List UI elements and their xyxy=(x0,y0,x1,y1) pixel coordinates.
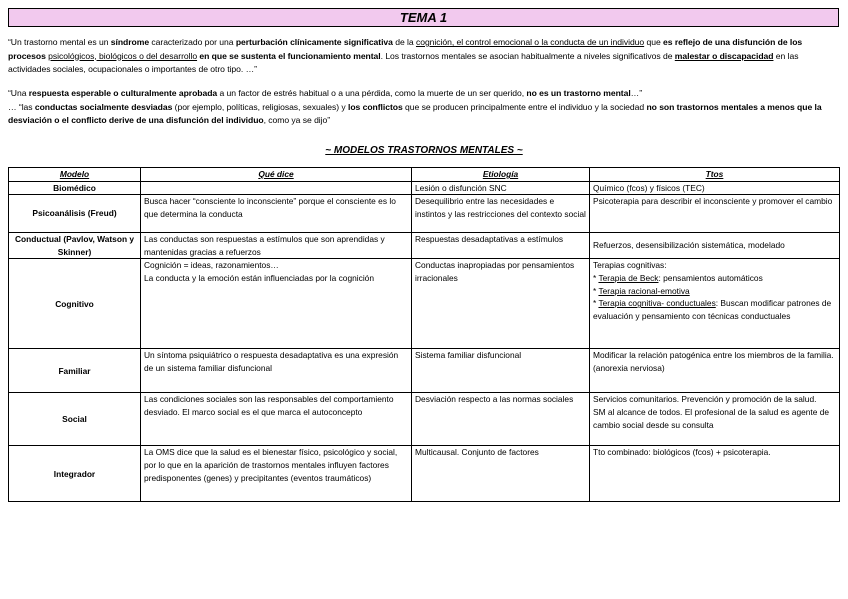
emphasis: conductas socialmente desviadas xyxy=(34,101,173,112)
etiology-cell: Sistema familiar disfuncional xyxy=(412,349,590,393)
text-span: de la xyxy=(392,37,416,47)
therapies-intro: Terapias cognitivas: xyxy=(593,260,667,271)
therapy-item: * Terapia cognitiva- conductuales: Buscan modificar patrones de evaluación y pensamiento con técnicas conductuales xyxy=(593,298,832,321)
table-row xyxy=(9,349,840,393)
emphasis: perturbación clínicamente significativa xyxy=(235,37,393,47)
etiology-cell: Multicausal. Conjunto de factores xyxy=(412,446,590,502)
text-span: “Un trastorno mental es un xyxy=(8,37,111,47)
therapy-name: Terapia de Beck xyxy=(598,272,659,283)
model-cell: Integrador xyxy=(9,446,141,502)
emphasis: en que se sustenta el funcionamiento mental xyxy=(199,50,381,61)
table-row xyxy=(9,446,840,502)
etiology-cell: Conductas inapropiadas por pensamientos irracionales xyxy=(412,259,590,349)
treatment-cell xyxy=(590,349,840,393)
therapy-desc: : Buscan modificar patrones de evaluación y pensamiento con técnicas conductuales xyxy=(593,298,832,321)
table-header-row xyxy=(9,168,840,182)
text-span: (por ejemplo, políticas, religiosas, sexuales) y xyxy=(172,101,348,112)
emphasis: no es un trastorno mental xyxy=(526,88,631,98)
treatment-line: Modificar la relación patogénica entre los miembros de la familia. xyxy=(593,350,834,361)
models-table xyxy=(8,167,840,502)
model-cell: Psicoanálisis (Freud) xyxy=(9,195,141,233)
definition-paragraph xyxy=(8,36,840,77)
says-cell xyxy=(141,259,412,349)
emphasis: no son trastornos mentales a menos que la desviación o el conflicto derive de una disfunción del individuo xyxy=(8,101,822,125)
therapy-item: * Terapia racional-emotiva xyxy=(593,285,690,296)
treatment-cell xyxy=(590,259,840,349)
says-cell: Busca hacer “consciente lo inconsciente” porque el consciente es lo que determina la conducta xyxy=(141,195,412,233)
text-span: en las actividades sociales, ocupacionales o importantes de otro tipo. …” xyxy=(8,50,799,74)
text-span: caracterizado por una xyxy=(149,37,236,47)
etiology-cell: Desviación respecto a las normas sociales xyxy=(412,393,590,446)
text-span: , como ya se dijo” xyxy=(263,115,331,125)
table-row xyxy=(9,195,840,233)
table-row xyxy=(9,233,840,259)
model-cell: Cognitivo xyxy=(9,259,141,349)
says-cell: La OMS dice que la salud es el bienestar físico, psicológico y social, por lo que en la aparición de trastornos mentales influyen factores predisponentes (genes) y precipitantes (eventos traumáticos) xyxy=(141,446,412,502)
says-cell xyxy=(141,181,412,195)
header-model: Modelo xyxy=(9,168,141,182)
text-span: que xyxy=(644,37,664,47)
says-cell: Un síntoma psiquiátrico o respuesta desadaptativa es una expresión de un sistema familiar disfuncional xyxy=(141,349,412,393)
emphasis: respuesta esperable o culturalmente aprobada xyxy=(28,88,218,98)
emphasis-underlined: malestar o discapacidad xyxy=(674,50,774,61)
model-cell: Social xyxy=(9,393,141,446)
treatment-line: SM al alcance de todos. El profesional de la salud es agente de cambio social desde su consulta xyxy=(593,406,830,430)
model-cell: Biomédico xyxy=(9,181,141,195)
etiology-cell: Desequilibrio entre las necesidades e instintos y las restricciones del contexto social xyxy=(412,195,590,233)
treatment-cell: Refuerzos, desensibilización sistemática, modelado xyxy=(590,233,840,259)
emphasis: los conflictos xyxy=(348,101,403,112)
section-subtitle: ~ MODELOS TRASTORNOS MENTALES ~ xyxy=(325,145,523,156)
header-says: Qué dice xyxy=(141,168,412,182)
says-cell: Las condiciones sociales son las responsables del comportamiento desviado. El marco social es el que marca el autoconcepto xyxy=(141,393,412,446)
text-span: que se producen principalmente entre el individuo y la sociedad xyxy=(402,101,647,112)
says-line: Cognición = ideas, razonamientos… xyxy=(144,260,279,271)
emphasis: síndrome xyxy=(110,37,150,47)
emphasis: es reflejo de una disfunción de los procesos xyxy=(8,37,803,61)
etiology-cell: Lesión o disfunción SNC xyxy=(412,181,590,195)
note-paragraph xyxy=(8,87,840,128)
treatment-cell: Químico (fcos) y físicos (TEC) xyxy=(590,181,840,195)
table-row xyxy=(9,393,840,446)
table-row xyxy=(9,259,840,349)
text-span: … “las xyxy=(8,101,35,112)
underlined-text: cognición, el control emocional o la conducta de un individuo xyxy=(415,37,645,47)
treatment-line: Servicios comunitarios. Prevención y promoción de la salud. xyxy=(593,394,817,405)
model-cell: Conductual (Pavlov, Watson y Skinner) xyxy=(9,233,141,259)
text-span: …” xyxy=(630,88,643,98)
treatment-cell xyxy=(590,393,840,446)
treatment-cell: Tto combinado: biológicos (fcos) + psicoterapia. xyxy=(590,446,840,502)
text-span: “Una xyxy=(8,88,29,98)
text-span: . Los trastornos mentales se asocian habitualmente a niveles significativos de xyxy=(380,50,675,61)
treatment-cell: Psicoterapia para describir el inconsciente y promover el cambio xyxy=(590,195,840,233)
header-treatment: Ttos xyxy=(590,168,840,182)
therapy-item: * Terapia de Beck: pensamientos automáticos xyxy=(593,272,763,283)
therapy-name: Terapia cognitiva- conductuales xyxy=(598,298,716,309)
text-span: a un factor de estrés habitual o a una pérdida, como la muerte de un ser querido, xyxy=(217,88,527,98)
says-line: La conducta y la emoción están influenciadas por la cognición xyxy=(144,272,374,283)
page-title: TEMA 1 xyxy=(8,8,839,27)
model-cell: Familiar xyxy=(9,349,141,393)
treatment-line: (anorexia nerviosa) xyxy=(593,362,665,373)
table-row xyxy=(9,181,840,195)
says-cell: Las conductas son respuestas a estímulos que son aprendidas y mantenidas gracias a refuerzos xyxy=(141,233,412,259)
etiology-cell: Respuestas desadaptativas a estímulos xyxy=(412,233,590,259)
therapy-desc: : pensamientos automáticos xyxy=(658,272,763,283)
therapy-name: Terapia racional-emotiva xyxy=(598,285,690,296)
underlined-text: psicológicos, biológicos o del desarrollo xyxy=(48,50,198,61)
header-etiology: Etiología xyxy=(412,168,590,182)
